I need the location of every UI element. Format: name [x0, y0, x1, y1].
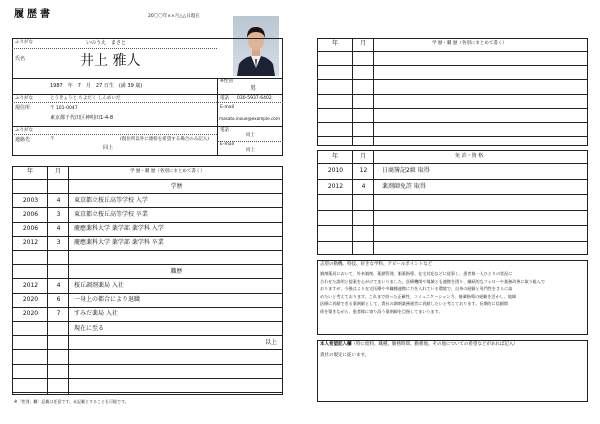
motivation-line: 係を築きながら、患者様に寄り添う薬剤師を目指してまいります。 [320, 309, 443, 314]
license-year-header: 年 [332, 153, 339, 160]
history-month: 4 [56, 196, 61, 204]
history-year: 2020 [22, 310, 39, 318]
history-year-header: 年 [27, 168, 34, 175]
history-table [12, 166, 283, 395]
right-history-month-header: 月 [360, 40, 367, 47]
motivation-line: 合わせた説明と提案を心がけてまいりました。医療機関や地域とも連携を図り、継続的なフォローや業務改善に取り組んで [320, 278, 545, 284]
contact-label: 連絡先 [15, 137, 31, 143]
motivation-line: 調剤薬局において、外来調剤、薬歴管理、服薬指導、在宅対応などに従事し、患者様一人ひとりの状況に [320, 271, 513, 276]
history-entry: 以上 [264, 338, 277, 346]
contact-email-label: E-mail [220, 142, 235, 147]
history-entry: 東京都立桜丘高等学校 入学 [74, 196, 148, 204]
wishes-label-main: 本人希望記入欄 [320, 342, 352, 347]
license-table [317, 150, 588, 255]
contact-value: 同上 [103, 145, 114, 151]
date-line: 20〇〇年××月△△日現在 [148, 14, 200, 19]
license-entry: 日商簿記2級 取得 [382, 167, 430, 174]
history-entry: 慶應薬科大学 薬学部 薬学科 入学 [74, 225, 164, 233]
birth-text: 1987 年 7 月 27 日生 (満 39 歳) [50, 83, 143, 89]
motivation-line: 医療に貢献できる薬剤師として、貴社の調剤業務運営に貢献したいと考えております。長期的に信頼関 [320, 301, 508, 307]
history-entry: 桜丘調剤薬局 入社 [74, 281, 124, 289]
gender-label: ※性別 [220, 79, 233, 84]
history-year: 2006 [22, 225, 39, 233]
email-value: masato.inoue@example.com [219, 116, 280, 121]
motivation-line: めたいと考えております。これまで培った正確性、コミュニケーション力、後輩指導の経験を活かし、地域 [320, 293, 516, 299]
wishes-value: 貴社の規定に従います。 [320, 353, 370, 358]
history-month: 7 [56, 310, 61, 318]
history-entry: すみだ薬局 入社 [74, 310, 118, 318]
history-entry: 東京都立桜丘高等学校 卒業 [74, 210, 148, 218]
address-furigana-value: とうきょうと ちよだく しんめいだ [50, 96, 121, 101]
address-label: 現住所 [15, 105, 31, 111]
contact-phone-value: 同上 [246, 133, 255, 138]
gender-value: 男 [250, 85, 257, 92]
wishes-label-note: （特に給料、職種、勤務時間、勤務地、その他についての希望などがあれば記入） [351, 342, 518, 347]
phone-label: 電話 [220, 96, 229, 101]
contact-email-value: 同上 [246, 148, 255, 153]
wishes-box [317, 340, 588, 402]
right-history-content-header: 学 歴・職 歴（各別にまとめて書く） [432, 41, 507, 46]
name-value: 井上 雅人 [80, 53, 141, 69]
license-year: 2010 [327, 167, 344, 174]
history-month: 3 [56, 239, 61, 247]
history-month-header: 月 [55, 168, 62, 175]
wishes-label [320, 343, 518, 348]
history-month: 6 [56, 296, 61, 304]
license-month: 12 [359, 167, 368, 174]
contact-postal: 〒 [50, 137, 55, 142]
right-history-table [317, 38, 588, 146]
license-year: 2012 [327, 182, 344, 190]
license-content-header: 免 許・資 格 [455, 153, 484, 159]
history-month: 4 [56, 225, 61, 233]
phone-value: 030-5937-6402 [237, 96, 272, 101]
contact-furigana-label: ふりがな [15, 128, 33, 133]
history-month: 3 [56, 210, 61, 218]
name-label: 氏名 [15, 56, 26, 62]
furigana-label: ふりがな [15, 40, 33, 45]
postal-code: 〒 101-0047 [50, 106, 78, 111]
history-content-header: 学 歴・職 歴（各別にまとめて書く） [130, 169, 205, 174]
address-value: 東京都千代田区神明田1-4-8 [50, 115, 114, 121]
history-month: 4 [56, 281, 61, 289]
history-year: 2006 [22, 210, 39, 218]
motivation-label: 志望の動機、特技、好きな学科、アピールポイントなど [320, 262, 433, 267]
contact-phone-label: 電話 [220, 128, 229, 133]
license-month: 4 [361, 182, 366, 190]
history-year: 2012 [22, 239, 39, 247]
email-label: E-mail [220, 105, 235, 110]
license-entry: 薬剤師免許 取得 [382, 182, 426, 190]
license-month-header: 月 [360, 153, 367, 160]
history-entry: 慶應薬科大学 薬学部 薬学科 卒業 [74, 239, 164, 247]
contact-note: (現住所以外に連絡を希望する場合のみ記入) [120, 137, 210, 142]
right-history-year-header: 年 [332, 40, 339, 47]
history-section-heading: 学歴 [170, 182, 183, 190]
address-furigana-label: ふりがな [15, 96, 33, 101]
furigana-value: いのうえ まさと [86, 40, 127, 46]
history-entry: 一身上の都合により退職 [74, 296, 141, 304]
history-year: 2003 [22, 196, 39, 204]
motivation-line: おりますが、今後はより在宅医療や多職種連携に力を入れている環境で、自身の経験と専門性をさらに高 [320, 286, 513, 292]
history-section-heading: 職歴 [170, 267, 183, 275]
history-entry: 現在に至る [74, 324, 105, 332]
gender-footnote: ※「性別」欄：記載は任意です。未記載とすることも可能です。 [14, 399, 129, 404]
page-title: 履歴書 [14, 9, 53, 20]
history-year: 2012 [22, 281, 39, 289]
history-year: 2020 [22, 296, 39, 304]
